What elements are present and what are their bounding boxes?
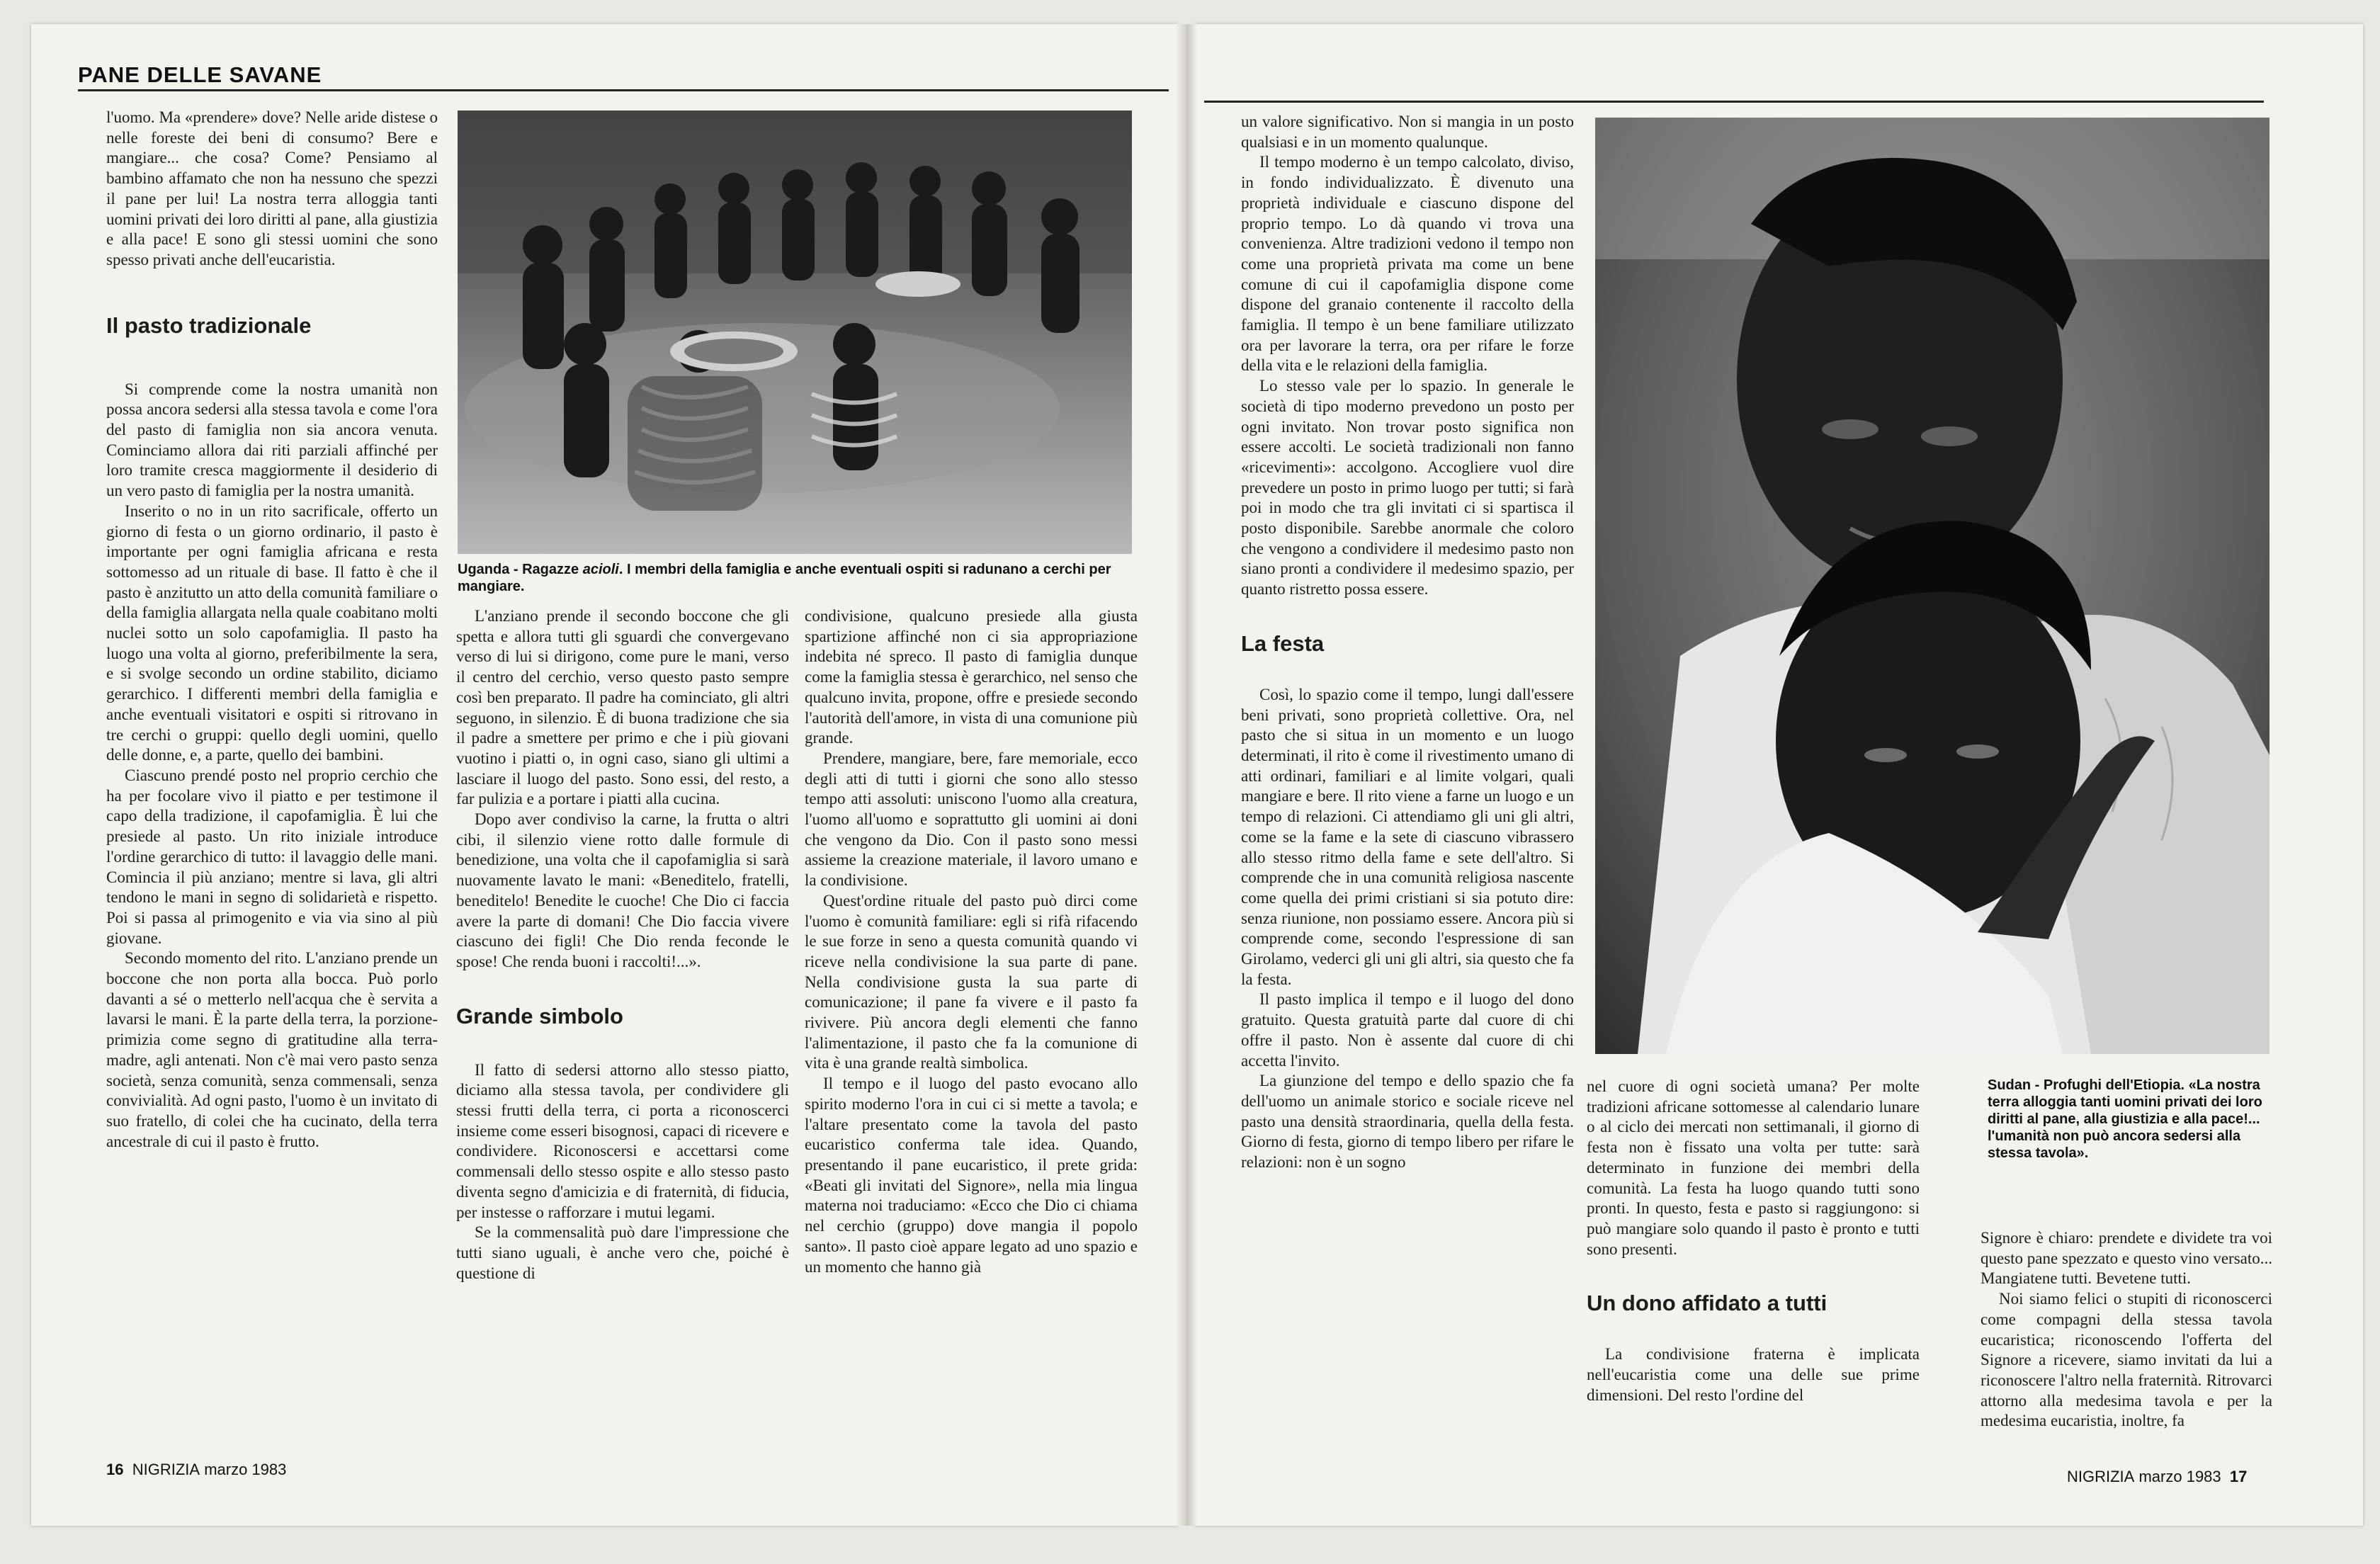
subheading: La festa [1241, 630, 1325, 656]
paragraph: Si comprende come la nostra umanità non possa ancora sedersi alla stessa tavola e come l'ora del pasto di famiglia non sia ancora venuta. Cominciamo allora dai riti parziali affinché per loro tramite cresca maggiormente il desiderio di un vero pasto di famiglia per la nostra umanità. [106, 380, 438, 500]
paragraph: Il pasto implica il tempo e il luogo del dono gratuito. Questa gratuità parte dal cuore di chi offre il pasto. Non è assente dal cuore di chi accetta l'invito. [1241, 990, 1574, 1070]
paragraph: un valore significativo. Non si mangia in un posto qualsiasi e in un momento qualunque. [1241, 113, 1574, 151]
subheading: Un dono affidato a tutti [1587, 1291, 1828, 1316]
text-column-1 [106, 108, 438, 1152]
paragraph: Inserito o no in un rito sacrificale, offerto un giorno di festa o un giorno ordinario, il pasto è importante per ogni famiglia africana e resta sottomesso ad un rituale di base. Il fatto è che il pasto è anzitutto un atto della comunità familiare o della famiglia allargata nella quale coabitano molti nuclei sotto un solo capofamiglia. Il pasto ha luogo una volta al giorno, preferibilmente la sera, e si svolge secondo un ordine stabilito, diciamo gerarchico. I differenti membri della famiglia e anche eventuali visitatori e ospiti si ritrovano in tre cerchi o gruppi: quello degli uomini, quello delle donne, e, a parte, quello dei bambini. [106, 502, 438, 764]
text-column-5 [1587, 1077, 1920, 1405]
issue-date-right: marzo 1983 [2138, 1468, 2221, 1485]
paragraph: Signore è chiaro: prendete e dividete tra voi questo pane spezzato e questo vino versato... Mangiatene tutti. Bevetene tutti. [1980, 1229, 2272, 1288]
paragraph: Dopo aver condiviso la carne, la frutta o altri cibi, il silenzio viene rotto dalle formule di benedizione, una volta che il capofamiglia si sarà nuovamente lavato le mani: «Beneditelo, fratelli, beneditelo! Benedite le cuoche! Che Dio ci faccia avere la parte di domani! Che Dio faccia vivere ciascuno dei figli! Che Dio renda feconde le spose! Che renda buoni i raccolti!...». [456, 810, 789, 970]
paragraph: La condivisione fraterna è implicata nell'eucaristia come una delle sue prime dimensioni. Del resto l'ordine del [1587, 1345, 1920, 1404]
paragraph: Il fatto di sedersi attorno allo stesso piatto, diciamo alla stessa tavola, per condividere gli stessi frutti della terra, ci porta a riconoscerci insieme come esseri bisognosi, capaci di ricevere e condividere. Riconoscersi e accettarsi come commensali dello stesso ospite e allo stesso pasto diventa segno d'amicizia e di fraternità, di fiducia, per instesse o rafforzare i mutui legami. [456, 1060, 789, 1221]
page-fold [1176, 24, 1197, 1526]
paragraph: Lo stesso vale per lo spazio. In generale le società di tipo moderno prevedono un posto per ogni invitato. Non trovar posto significa non essere accolti. Le società tradizionali non fanno «ricevimenti»: accolgono. Accogliere vuol dire prevedere un posto in primo luogo per tutti; si farà poi in modo che tra gli invitati ci si spartisca il posto disponibile. Sarebbe anormale che coloro che vengono a condividere il medesimo pasto non siano pronti a condividere il medesimo spazio, per quanto ristretto possa essere. [1241, 377, 1574, 599]
sudan-photo [1595, 118, 2270, 1054]
footer-left [106, 1461, 286, 1479]
header-rule-right [1204, 101, 2264, 103]
paragraph: nel cuore di ogni società umana? Per molte tradizioni africane sottomesse al calendario lunare o al ciclo dei mercati non settimanali, il giorno di festa non è fissato una volta per tutte: sarà determinato in funzione dei membri della comunità. La festa ha luogo quando tutti sono pronti. In questo, festa e pasto si raggiungono: si può mangiare solo quando il pasto è pronto e tutti sono presenti. [1587, 1077, 1920, 1258]
caption-rest: . I membri della famiglia e anche eventuali ospiti si radunano a cerchi per mangiare. [458, 562, 1111, 594]
paragraph: Così, lo spazio come il tempo, lungi dall'essere beni privati, sono proprietà collettive. Ora, nel pasto che si situa in un momento e un luogo determinati, il rito è come il rivestimento umano di atti ordinari, familiari e al limite volgari, quali mangiare e bere. Il rito viene a farne un luogo e un tempo di relazioni. Ci attendiamo gli uni gli altri, come se la fame e la sete di ciascuno vibrassero allo stesso ritmo della fame e sete dell'altro. Si comprende che in una comunità religiosa nascente come quella dei primi cristiani si sia potuto dire: senza riunione, non possiamo essere. Ancora più si comprende come, secondo l'espressione di san Girolamo, vederci gli uni gli altri, sia questo che fa la festa. [1241, 685, 1574, 988]
page-number-right: 17 [2229, 1468, 2248, 1485]
sudan-photo-image [1595, 118, 2270, 1054]
text-column-2 [456, 606, 789, 1284]
text-column-6 [1980, 1228, 2272, 1432]
paragraph: Il tempo moderno è un tempo calcolato, diviso, in fondo individualizzato. È divenuto una proprietà individuale e ciascuno dispone del proprio tempo. Lo dà quando vi trova una convenienza. Altre tradizioni vedono il tempo non come una proprietà privata ma come un bene comune di cui il capofamiglia dispone come dispone del granaio contenente il raccolto della famiglia. Il tempo è un bene familiare utilizzato ora per lavorare la terra, ora per rifare le forze della vita e le relazioni della famiglia. [1241, 153, 1574, 375]
paragraph: Secondo momento del rito. L'anziano prende un boccone che non porta alla bocca. Può porlo davanti a sé o metterlo nell'acqua che è servita a lavarsi le mani. È la parte della terra, la porzione-primizia come segno di gratitudine alla terra-madre, agli antenati. Non c'è mai vero pasto senza società, senza comunità, senza commensali, senza convivialità. Ad ogni pasto, l'uomo è un invitato di suo fratello, di colei che ha cucinato, della terra ancestrale di cui il pasto è frutto. [106, 949, 438, 1150]
text-column-4 [1241, 112, 1574, 1173]
paragraph: Prendere, mangiare, bere, fare memoriale, ecco degli atti di tutti i giorni che sono allo stesso tempo atti assoluti: uniscono l'uomo alla creatura, l'uomo all'uomo e soprattutto gli uomini ai doni che vengono da Dio. Con il pasto sono messi assieme la creazione materiale, il lavoro umano e la condivisione. [805, 749, 1138, 890]
subheading: Il pasto tradizionale [106, 312, 312, 338]
header-rule-left [78, 89, 1169, 91]
paragraph: La giunzione del tempo e dello spazio che fa dell'uomo un animale storico e sociale riceve nel pasto una densità straordinaria, quella della festa. Giorno di festa, giorno di tempo libero per rifare le relazioni: non è un sogno [1241, 1072, 1574, 1172]
paragraph: Noi siamo felici o stupiti di riconoscerci come compagni della stessa tavola eucaristica; riconoscendo l'offerta del Signore a ricevere, siamo invitati da lui a riconoscere l'altro nella fraternità. Ritrovarci attorno alla medesima tavola e per la medesima eucaristia, inoltre, fa [1980, 1290, 2272, 1430]
magazine-name-right: NIGRIZIA [2067, 1468, 2135, 1485]
paragraph: l'uomo. Ma «prendere» dove? Nelle aride distese o nelle foreste dei beni di consumo? Bere e mangiare... che cosa? Come? Pensiamo al bambino affamato che non ha nessuno che spezzi il pane per lui! La nostra terra alloggia tanti uomini privati dei loro diritti al pane, alla giustizia e alla pace! E sono gli stessi uomini che sono spesso privati anche dell'eucaristia. [106, 108, 438, 268]
uganda-photo-image [458, 110, 1132, 554]
paragraph: Ciascuno prendé posto nel proprio cerchio che ha per focolare vivo il piatto e per testimone il capo della tradizione, il capofamiglia. È lui che presiede al pasto. Un rito iniziale introduce l'ordine gerarchico di tutto: il lavaggio delle mani. Comincia il più anziano; mentre si lava, gli altri tendono le mani in segno di solidarietà e rispetto. Poi si passa al primogenito e via via sino al più giovane. [106, 766, 438, 947]
paragraph: Se la commensalità può dare l'impressione che tutti siano uguali, è anche vero che, poiché è questione di [456, 1223, 789, 1282]
subheading: Grande simbolo [456, 1003, 623, 1028]
paragraph: Quest'ordine rituale del pasto può dirci come l'uomo è comunità familiare: egli si rifà rifacendo le sue forze in seno a questa comunità quando vi riceve nella condivisione la sua parte di pane. Nella condivisione gusta la sua parte di comunicazione; il pane fa vivere e il pasto fa rivivere. Più ancora degli elementi che fanno l'alimentazione, il pasto che fa la comunione di vita è una grande realtà simbolica. [805, 891, 1138, 1072]
page-number-left: 16 [106, 1461, 124, 1478]
issue-date-left: marzo 1983 [204, 1461, 287, 1478]
uganda-photo [458, 110, 1132, 554]
caption-italic: acioli [582, 562, 619, 577]
uganda-caption [458, 561, 1138, 595]
caption-lead: Uganda - Ragazze [458, 562, 583, 577]
text-column-3 [805, 606, 1138, 1277]
sudan-caption: Sudan - Profughi dell'Etiopia. «La nostra terra alloggia tanti uomini privati dei loro diritti al pane, alla giustizia e alla pace!... l'umanità non può ancora sedersi alla stessa tavola». [1988, 1077, 2262, 1161]
paragraph: condivisione, qualcuno presiede alla giusta spartizione affinché non ci sia appropriazione indebita né spreco. Il pasto di famiglia dunque come la famiglia stessa è gerarchico, nel senso che qualcuno invita, propone, offre e presiede secondo l'autorità dell'amore, in vista di una comunione più grande. [805, 607, 1138, 747]
paragraph: L'anziano prende il secondo boccone che gli spetta e allora tutti gli sguardi che convergevano verso di lui si dirigono, come pure le mani, verso il centro del cerchio, verso questo pasto sempre così ben preparato. Il padre ha cominciato, gli altri seguono, in silenzio. È di buona tradizione che sia il padre a smettere per primo e che i più giovani vuotino i piatti o, in ogni caso, siano gli ultimi a lasciare il luogo del pasto. Sono essi, del resto, a far pulizia e a portare i piatti alla cucina. [456, 607, 789, 808]
paragraph: Il tempo e il luogo del pasto evocano allo spirito moderno l'ora in cui ci si mette a tavola; e l'altare presentato come la tavola del pasto eucaristico conferma tale idea. Quando, presentando il pane eucaristico, il prete grida: «Beati gli invitati del Signore», nella mia lingua materna noi traduciamo: «Ecco che Dio ci chiama nel cerchio (gruppo) dove mangia il popolo santo». Il pasto cioè appare legato ad uno spazio e un momento che hanno già [805, 1075, 1138, 1276]
section-header: PANE DELLE SAVANE [78, 62, 322, 87]
magazine-name-left: NIGRIZIA [132, 1461, 200, 1478]
footer-right [2067, 1468, 2247, 1486]
